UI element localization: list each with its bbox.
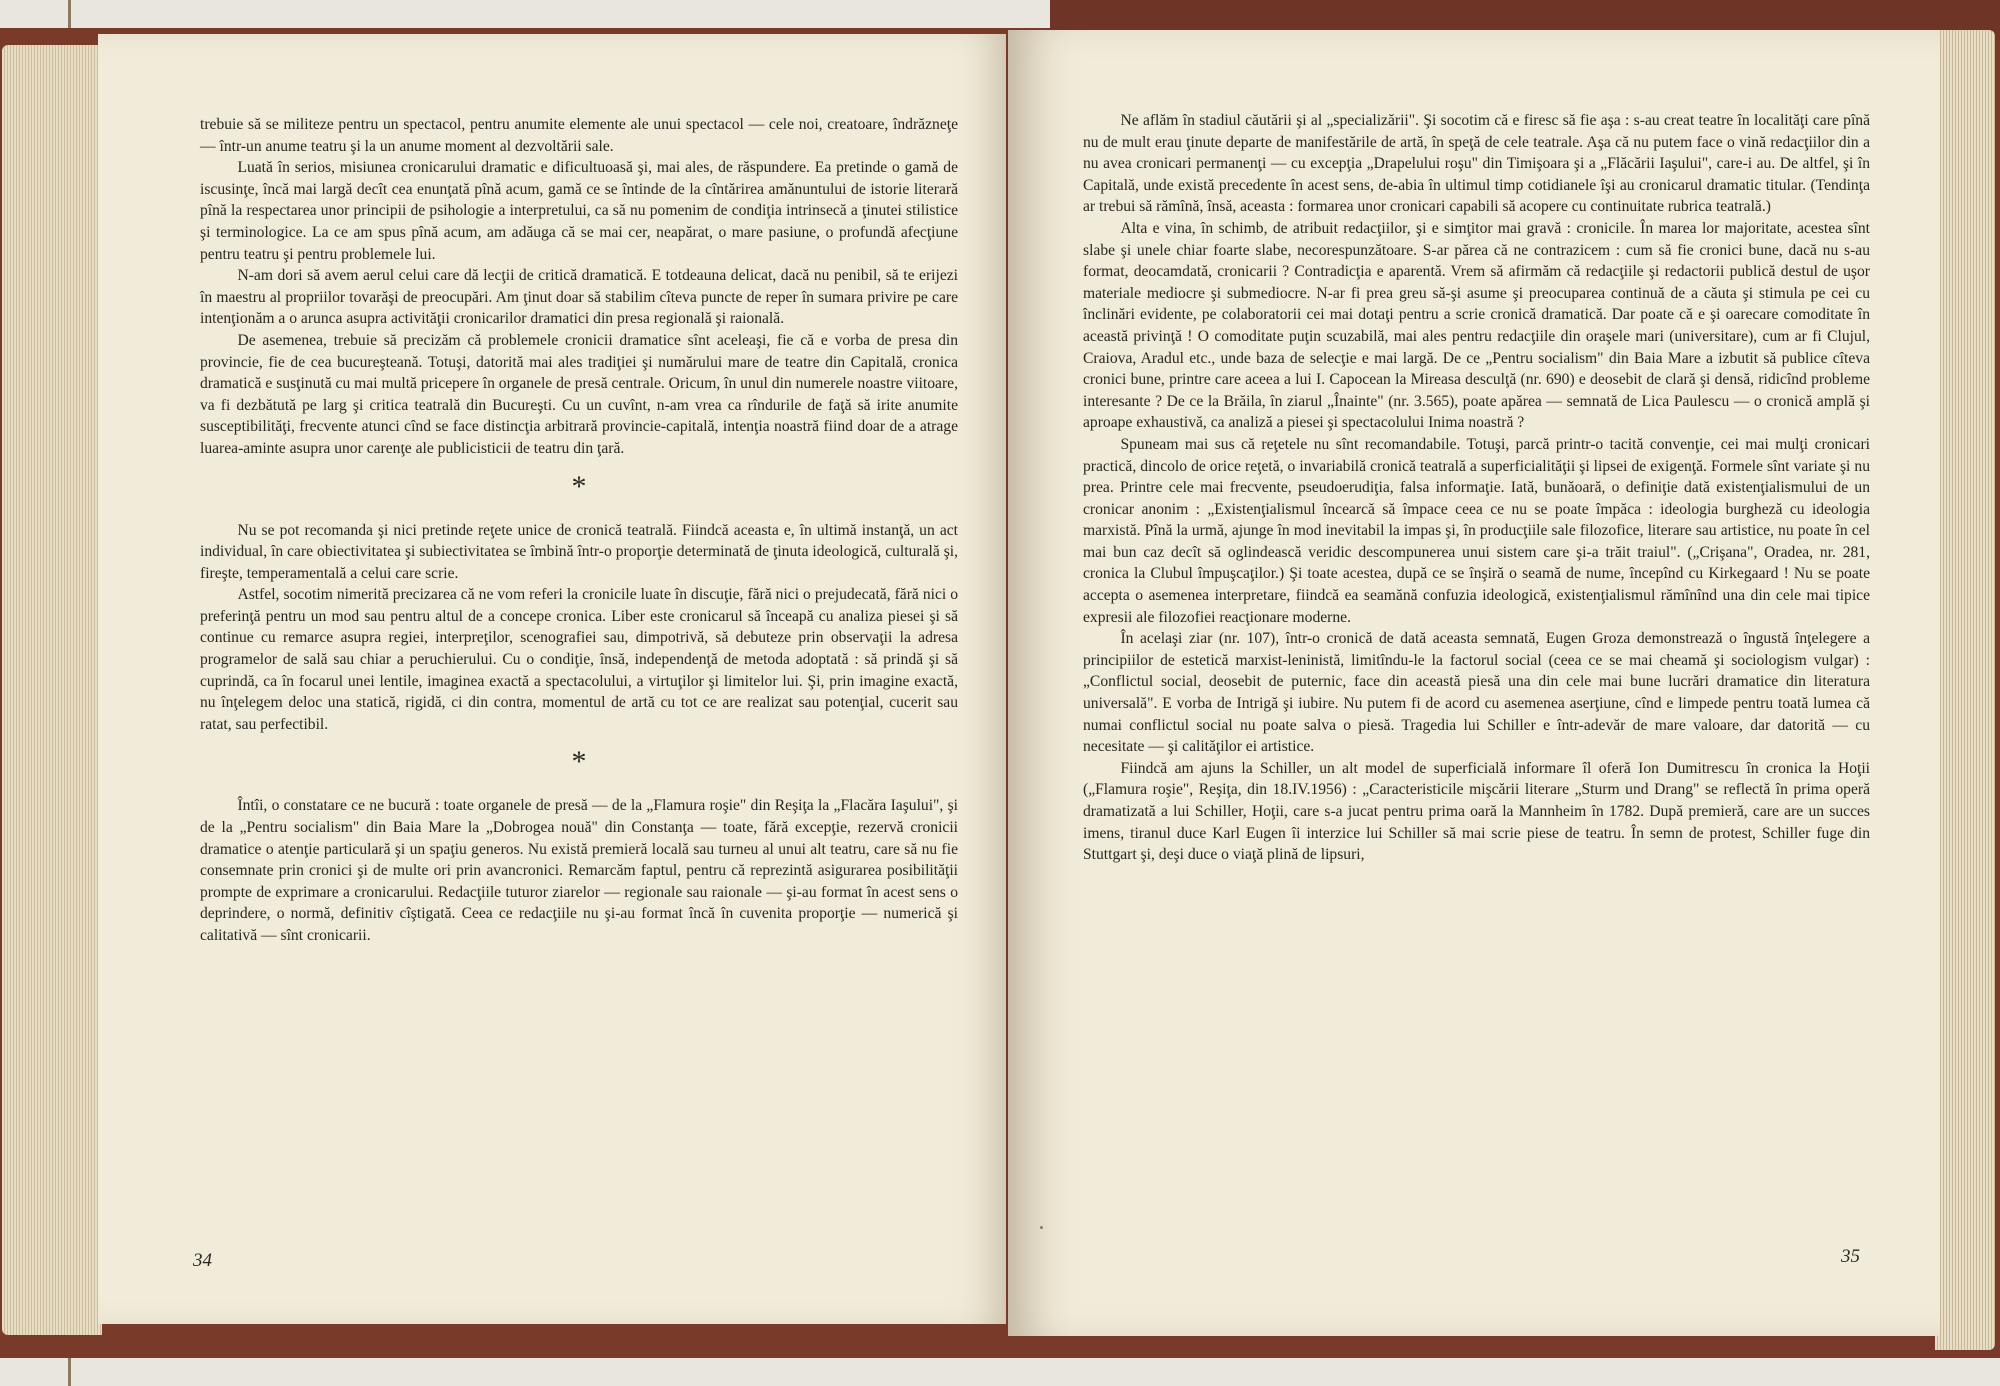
page-edges-right <box>1935 30 1995 1350</box>
paragraph: Întîi, o constatare ce ne bucură : toate organele de presă — de la „Flamura roşie" din Reşiţa la „Flacăra Iaşului", şi de la „Pentru socialism" din Baia Mare la „Dobrogea nouă" din Constanţa — toate, fără excepţie, rezervă cronicii dramatice o atenţie particulară şi un spaţiu generos. Nu există premieră locală sau turneu al unui alt teatru, care să nu fie consemnate prin cronici şi de multe ori prin avancronici. Remarcăm faptul, pentru că reprezintă asigurarea posibilităţii prompte de exprimare a cronicarului. Redacţiile tuturor ziarelor — regionale sau raionale — şi-au format în acest sens o deprindere, o normă, definitiv cîştigată. Ceea ce redacţiile nu şi-au format încă în cuvenita proporţie — numerică şi calitativă — sînt cronicarii. <box>200 797 958 944</box>
paragraph: În acelaşi ziar (nr. 107), într-o cronică de dată aceasta semnată, Eugen Groza demonstrează o îngustă înţelegere a principiilor de estetică marxist-leninistă, limitîndu-le la factorul social (ceea ce se mai cheamă şi sociologism vulgar) : „Conflictul social, deosebit de puternic, face din această piesă una din cele mai bune lucrări dramatice din literatura universală". E vorba de Intrigă şi iubire. Nu putem fi de acord cu asemenea aserţiune, cînd e limpede pentru toată lumea că numai conflictul social nu poate salva o piesă. Tragedia lui Schiller e într-adevăr de mare valoare, dar datorită — cu necesitate — şi calităţilor ei artistice. <box>1083 630 1870 756</box>
paragraph: trebuie să se militeze pentru un spectacol, pentru anumite elemente ale unui spectacol — cele noi, creatoare, îndrăzneţe — într-un anume teatru şi la un anume moment al dezvoltării sale. <box>200 116 958 155</box>
left-page-text <box>200 114 958 947</box>
right-page-text <box>1083 110 1870 866</box>
paragraph: N-am dori să avem aerul celui care dă lecţii de critică dramatică. E totdeauna delicat, dacă nu penibil, să te erijezi în maestru al propriilor tovarăşi de preocupări. Am ţinut doar să stabilim cîteva puncte de reper în sumara privire pe care intenţionăm a o arunca asupra activităţii cronicarilor dramatici din presa regională şi raională. <box>200 267 958 328</box>
paragraph: Fiindcă am ajuns la Schiller, un alt model de superficială informare îl oferă Ion Dumitrescu în cronica la Hoţii („Flamura roşie", Reşiţa, din 18.IV.1956) : „Caracteristicile mişcării literare „Sturm und Drang" se reflectă în prima operă dramatizată a lui Schiller, Hoţii, care s-a jucat pentru prima oară la Mannheim în 1782. După premieră, care are un succes imens, tiranul duce Karl Eugen îi interzice lui Schiller să mai scrie piese de teatru. În semn de protest, Schiller fuge din Stuttgart şi, deşi duce o viaţă plină de lipsuri, <box>1083 759 1870 864</box>
paragraph: Ne aflăm în stadiul căutării şi al „specializării". Şi socotim că e firesc să fie aşa : s-au creat teatre în localităţi care pînă nu de mult erau ţinute departe de manifestările de artă, în speţă de cele teatrale. Aşa că nu putem face o vină redacţiilor din a nu avea cronicari permanenţi — cu excepţia „Drapelului roşu" din Timişoara şi a „Flăcării Iaşului", care-i au. De altfel, şi în Capitală, unde există precedente în acest sens, de-abia în ultimul timp cotidianele îşi au cronicarul dramatic titular. (Tendinţa ar trebui să rămînă, însă, aceasta : formarea unor cronicari capabili să acopere cu continuitate rubrica teatrală.) <box>1083 112 1870 216</box>
section-separator: * <box>571 745 587 779</box>
paragraph: Spuneam mai sus că reţetele nu sînt recomandabile. Totuşi, parcă printr-o tacită convenţie, cei mai mulţi cronicari practică, dincolo de orice reţetă, o invariabilă cronică teatrală a superficialităţii şi lipsei de exigenţă. Formele sînt variate şi nu prea. Printre cele mai frecvente, pseudoerudiţia, falsa informaţie. Iată, bunăoară, o definiţie dată existenţialismului de un cronicar anonim : „Existenţialismul încearcă să împace ceea ce nu se poate împăca : ideologia burgheză cu ideologia marxistă. Pînă la urmă, ajunge în mod inevitabil la impas şi, în producţiile sale filozofice, literare sau artistice, nu poate în cel mai bun caz decît să oglindească veridic descompunerea unui sistem care şi-a trăit traiul". („Crişana", Oradea, nr. 281, cronica la Clubul împuşcaţilor.) Şi toate acestea, după ce se înşiră o seamă de nume, începînd cu Kirkegaard ! Nu se poate accepta o asemenea interpretare, fiindcă ea seamănă confuzia ideologică, existenţialismul rămînînd una din cele mai tipice expresii ale filozofiei reacţionare moderne. <box>1083 435 1870 626</box>
paragraph: De asemenea, trebuie să precizăm că problemele cronicii dramatice sînt aceleaşi, fie că e vorba de presa din provincie, fie de cea bucureşteană. Totuşi, datorită mai ales tradiţiei şi numărului mare de teatre din Capitală, cronica dramatică e susţinută cu mai multă pricepere în organele de presă centrale. Oricum, în unul din numerele noastre viitoare, va fi dezbătută pe larg şi critica teatrală din Bucureşti. Cu un cuvînt, n-am vrea ca rîndurile de faţă să irite anumite susceptibilităţi, frecvente atunci cînd se face distincţia arbitrară provincie-capitală, intenţia noastră fiind doar de a atrage luarea-aminte asupra unor carenţe ale publicisticii de teatru din ţară. <box>200 331 958 457</box>
right-page <box>1008 30 1940 1336</box>
page-number: 34 <box>193 1250 212 1271</box>
paragraph: Nu se pot recomanda şi nici pretinde reţete unice de cronică teatrală. Fiindcă aceasta e, în ultimă instanţă, un act individual, în care obiectivitatea şi subiectivitatea se îmbină într-o proporţie determinată de ţinuta ideologică, culturală şi, fireşte, temperamentală a celui care scrie. <box>200 521 958 582</box>
paragraph: Luată în serios, misiunea cronicarului dramatic e dificultuoasă şi, mai ales, de răspundere. Ea pretinde o gamă de iscusinţe, încă mai largă decît cea enunţată pînă acum, gamă ce se întinde de la cîntărirea amănuntului de istorie literară pînă la respectarea unor principii de psihologie a interpretului, ca să nu pomenim de condiţia intrinsecă a ţinutei stilistice şi terminologice. La ce am spus pînă acum, am adăuga că se mai cer, neapărat, o mare pasiune, o profundă afecţiune pentru teatru şi pentru problemele lui. <box>200 159 958 263</box>
page-edges-left <box>2 45 102 1335</box>
left-page <box>98 34 1006 1324</box>
spine-dot <box>1040 1226 1043 1229</box>
paragraph: Astfel, socotim nimerită precizarea că ne vom referi la cronicile luate în discuţie, fără nici o prejudecată, fără nici o preferinţă pentru un mod sau pentru altul de a concepe cronica. Liber este cronicarul să înceapă cu analiza piesei şi să continue cu remarce asupra regiei, interpreţilor, scenografiei sau, dimpotrivă, să debuteze prin observaţii la adresa programelor de sală sau chiar a peruchierului. Cu o condiţie, însă, independenţă de metoda adoptată : să prindă şi să cuprindă, ca în focarul unei lentile, imaginea exactă a spectacolului, a virtuţilor şi limitelor lui. Şi, prin imagine exactă, nu înţelegem deloc una statică, rigidă, ci din contra, momentul de artă cu tot ce are realizat sau potenţial, cucerit sau ratat, sau perfectibil. <box>200 586 958 733</box>
section-separator: * <box>571 469 587 503</box>
page-number: 35 <box>1841 1246 1860 1267</box>
paragraph: Alta e vina, în schimb, de atribuit redacţiilor, şi e simţitor mai gravă : cronicile. În marea lor majoritate, acestea sînt slabe şi unele chiar foarte slabe, necorespunzătoare. S-ar părea că ne contrazicem : cum să fie cronici bune, dacă nu s-au format, deocamdată, cronicarii ? Contradicţia e aparentă. Vrem să afirmăm că redacţiile şi redactorii publică destul de uşor materiale mediocre şi submediocre. N-ar fi prea greu să-şi asume şi preocuparea continuă de a căuta şi stimula pe cei cu înclinări evidente, pe colaboratorii cei mai dotaţi pentru a scrie cronică dramatică. Dar poate că e şi oarecare comoditate în această privinţă ! O comoditate puţin scuzabilă, mai ales pentru redacţiile din oraşele mari (universitare), cum ar fi Clujul, Craiova, Aradul etc., unde baza de selecţie e mai largă. De ce „Pentru socialism" din Baia Mare a izbutit să publice cîteva cronici bune, printre care aceea a lui I. Capocean la Mireasa desculţă (nr. 690) e deosebit de clară şi densă, ridicînd probleme interesante ? De ce la Brăila, în ziarul „Înainte" (nr. 3.565), poate apărea — semnată de Lica Paulescu — o cronică amplă şi aproape exhaustivă, ca analiză a piesei şi spectacolului Inima noastră ? <box>1083 219 1870 432</box>
